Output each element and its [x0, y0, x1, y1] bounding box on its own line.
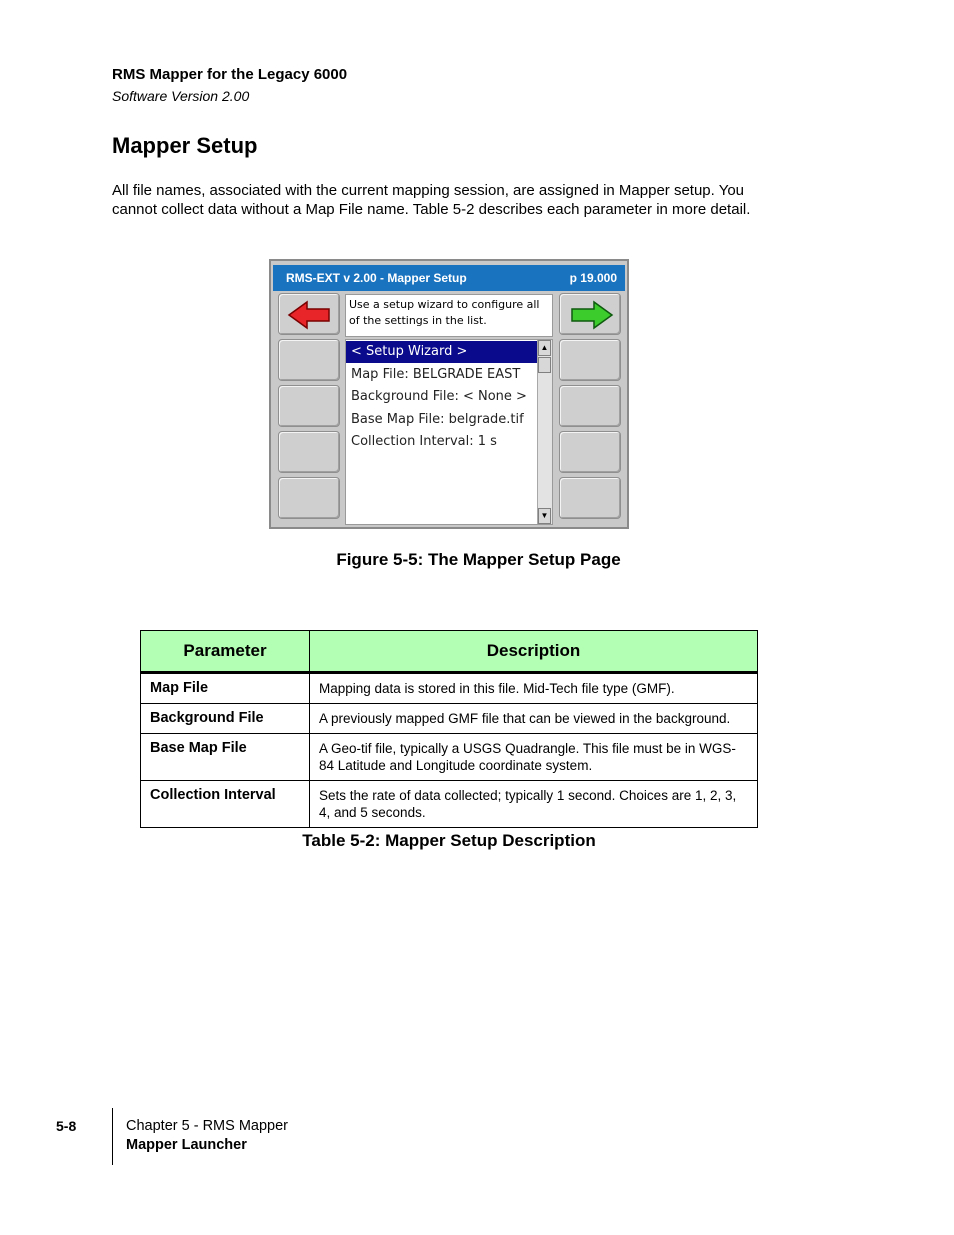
green-right-arrow-icon — [568, 299, 614, 331]
description-cell: Mapping data is stored in this file. Mid-Tech file type (GMF). — [310, 673, 758, 704]
side-button-left-3[interactable] — [278, 431, 340, 473]
red-left-arrow-icon — [287, 299, 333, 331]
header-subtitle: Software Version 2.00 — [112, 88, 250, 104]
page-number: 5-8 — [56, 1118, 77, 1134]
forward-button[interactable] — [559, 293, 621, 335]
mapper-setup-screen — [269, 259, 629, 529]
scroll-down-icon[interactable]: ▼ — [538, 508, 551, 524]
footer-section: Mapper Launcher — [126, 1137, 247, 1153]
scroll-up-icon[interactable]: ▲ — [538, 340, 551, 356]
table-row — [141, 673, 758, 704]
footer-chapter: Chapter 5 - RMS Mapper — [126, 1118, 288, 1134]
parameter-cell: Base Map File — [141, 734, 310, 781]
side-button-left-2[interactable] — [278, 385, 340, 427]
list-item-collection-interval[interactable]: Collection Interval: 1 s — [351, 434, 497, 449]
screen-title: RMS-EXT v 2.00 - Mapper Setup — [286, 271, 467, 285]
screen-title-bar — [273, 265, 625, 291]
header-title: RMS Mapper for the Legacy 6000 — [112, 66, 348, 83]
side-button-right-4[interactable] — [559, 477, 621, 519]
description-cell: A Geo-tif file, typically a USGS Quadrangle. This file must be in WGS-84 Latitude and Longitude coordinate system. — [310, 734, 758, 781]
figure-caption: Figure 5-5: The Mapper Setup Page — [336, 550, 621, 569]
list-item-setup-wizard[interactable]: < Setup Wizard > — [346, 341, 538, 363]
table-row — [141, 781, 758, 828]
parameter-cell: Background File — [141, 704, 310, 734]
section-title: Mapper Setup — [112, 133, 258, 158]
table-row — [141, 734, 758, 781]
parameter-cell: Collection Interval — [141, 781, 310, 828]
list-scrollbar[interactable] — [537, 340, 552, 524]
scroll-thumb[interactable] — [538, 357, 551, 373]
column-header-description: Description — [310, 631, 758, 673]
table-caption: Table 5-2: Mapper Setup Description — [302, 831, 596, 850]
hint-text: Use a setup wizard to configure all of the settings in the list. — [345, 294, 553, 337]
description-cell: A previously mapped GMF file that can be viewed in the background. — [310, 704, 758, 734]
footer-divider — [112, 1108, 113, 1165]
side-button-right-2[interactable] — [559, 385, 621, 427]
side-button-right-3[interactable] — [559, 431, 621, 473]
parameter-cell: Map File — [141, 673, 310, 704]
list-item-background-file[interactable]: Background File: < None > — [351, 389, 527, 404]
screen-page-indicator: p 19.000 — [569, 271, 617, 285]
table-row — [141, 704, 758, 734]
description-cell: Sets the rate of data collected; typically 1 second. Choices are 1, 2, 3, 4, and 5 seconds. — [310, 781, 758, 828]
side-button-right-1[interactable] — [559, 339, 621, 381]
intro-paragraph: All file names, associated with the current mapping session, are assigned in Mapper setup. You cannot collect data without a Map File name. Table 5-2 describes each parameter in more detail. — [112, 182, 751, 218]
side-button-left-4[interactable] — [278, 477, 340, 519]
list-item-base-map-file[interactable]: Base Map File: belgrade.tif — [351, 412, 524, 427]
parameter-table — [140, 630, 758, 828]
column-header-parameter: Parameter — [141, 631, 310, 673]
side-button-left-1[interactable] — [278, 339, 340, 381]
settings-list[interactable] — [345, 339, 553, 525]
list-item-map-file[interactable]: Map File: BELGRADE EAST — [351, 367, 521, 382]
back-button[interactable] — [278, 293, 340, 335]
